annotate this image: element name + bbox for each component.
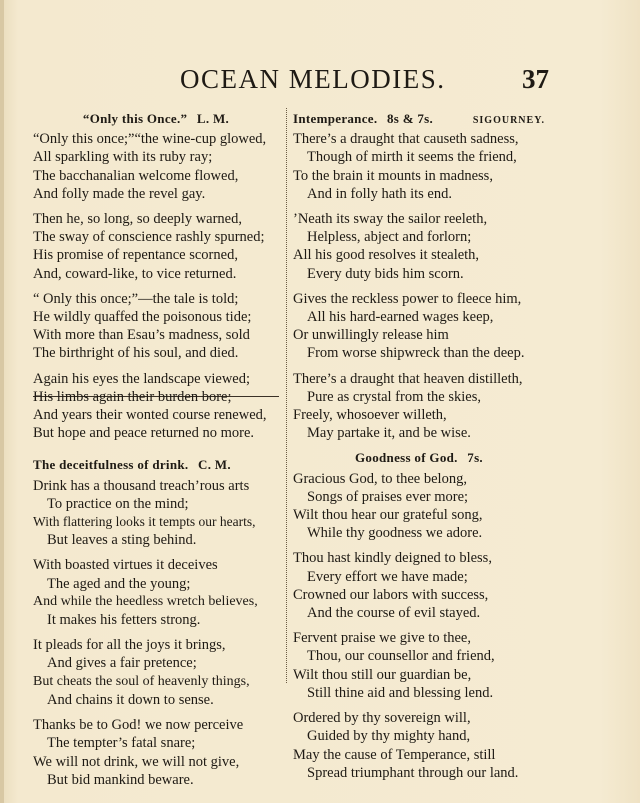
running-title: OCEAN MELODIES. <box>180 64 446 94</box>
stanza <box>293 629 545 702</box>
verse-line: And in folly hath its end. <box>307 185 452 202</box>
verse-line: The aged and the young; <box>47 575 191 592</box>
verse-line: There’s a draught that causeth sadness, <box>293 131 519 148</box>
verse-line: To practice on the mind; <box>47 495 189 512</box>
verse-line: Gives the reckless power to fleece him, <box>293 290 522 307</box>
verse-line: He wildly quaffed the poisonous tide; <box>33 309 252 326</box>
verse-line: All sparkling with its ruby ray; <box>33 149 213 166</box>
column-divider <box>286 108 287 683</box>
verse-line: Freely, whosoever willeth, <box>293 407 447 424</box>
verse-line: Helpless, abject and forlorn; <box>307 229 472 246</box>
verse-line: Spread triumphant through our land. <box>307 764 519 781</box>
hymn-title-text: The deceitfulness of drink. <box>33 457 189 473</box>
stanza <box>293 370 545 443</box>
verse-line: Wilt thou still our guardian be, <box>293 666 472 683</box>
verse-line: Again his eyes the landscape viewed; <box>33 370 251 387</box>
hymn-goodness-of-god <box>293 449 545 781</box>
verse-line: But hope and peace returned no more. <box>33 425 255 442</box>
page-edge <box>0 0 4 803</box>
verse-line: With boasted virtues it deceives <box>33 557 218 574</box>
verse-line: Then he, so long, so deeply warned, <box>33 211 242 228</box>
verse-line: And gives a fair pretence; <box>47 655 197 672</box>
verse-line: There’s a draught that heaven distilleth, <box>293 370 523 387</box>
verse-line: While thy goodness we adore. <box>307 525 483 542</box>
verse-line: Or unwillingly release him <box>293 327 449 344</box>
verse-line: ’Neath its sway the sailor reeleth, <box>293 211 488 228</box>
verse-line: With flattering looks it tempts our hearts, <box>33 514 256 530</box>
verse-line: And, coward-like, to vice returned. <box>33 265 237 282</box>
hymn-author: SIGOURNEY. <box>472 115 545 126</box>
stanza <box>293 549 545 622</box>
hymn-title <box>33 456 279 474</box>
verse-line: Songs of praises ever more; <box>307 488 469 505</box>
verse-line: Every duty bids him scorn. <box>307 265 464 282</box>
verse-line: May partake it, and be wise. <box>307 425 471 442</box>
stanza <box>33 210 279 283</box>
verse-line: Ordered by thy sovereign will, <box>293 710 471 727</box>
verse-line: May the cause of Temperance, still <box>293 746 496 763</box>
stanza <box>293 709 545 782</box>
stanza <box>33 130 279 203</box>
verse-line: The bacchanalian welcome flowed, <box>33 167 239 184</box>
verse-line: His limbs again their burden bore; <box>33 388 232 405</box>
hymn-meter: 8s & 7s. <box>386 111 434 126</box>
verse-line: Thou hast kindly deigned to bless, <box>293 550 492 567</box>
verse-line: And chains it down to sense. <box>47 691 214 708</box>
verse-line: The tempter’s fatal snare; <box>47 735 196 752</box>
verse-line: All his good resolves it stealeth, <box>293 247 480 264</box>
verse-line: Crowned our labors with success, <box>293 586 489 603</box>
verse-line: With more than Esau’s madness, sold <box>33 327 250 344</box>
verse-line: To the brain it mounts in madness, <box>293 167 493 184</box>
hymn-meter: C. M. <box>198 457 231 473</box>
verse-line: The birthright of his soul, and died. <box>33 345 239 362</box>
verse-line: It makes his fetters strong. <box>47 612 201 629</box>
right-column <box>293 110 545 789</box>
stanza <box>33 716 279 789</box>
verse-line: Still thine aid and blessing lend. <box>307 684 494 701</box>
verse-line: From worse shipwreck than the deep. <box>307 345 525 362</box>
verse-line: And years their wonted course renewed, <box>33 407 267 424</box>
stanza <box>293 290 545 363</box>
verse-line: “ Only this once;”—the tale is told; <box>33 290 239 307</box>
stanza <box>33 370 279 443</box>
stanza <box>33 636 279 709</box>
verse-line: But bid mankind beware. <box>47 771 194 788</box>
stanza <box>33 290 279 363</box>
stanza <box>293 470 545 543</box>
hymn-title-text: Intemperance. <box>293 111 378 126</box>
verse-line: Though of mirth it seems the friend, <box>307 149 517 166</box>
verse-line: But leaves a sting behind. <box>47 532 197 549</box>
verse-line: But cheats the soul of heavenly things, <box>33 673 250 689</box>
verse-line: And the course of evil stayed. <box>307 605 481 622</box>
verse-line: “Only this once;”“the wine-cup glowed, <box>33 131 267 148</box>
verse-line: His promise of repentance scorned, <box>33 247 238 264</box>
hymn-meter: L. M. <box>196 111 230 126</box>
verse-line: Wilt thou hear our grateful song, <box>293 507 483 524</box>
verse-line: Fervent praise we give to thee, <box>293 630 471 647</box>
verse-line: Guided by thy mighty hand, <box>307 728 471 745</box>
left-column <box>33 110 279 796</box>
hymn-title <box>293 449 545 467</box>
hymn-title-text: Goodness of God. <box>355 450 458 466</box>
verse-line: And folly made the revel gay. <box>33 185 206 202</box>
verse-line: The sway of conscience rashly spurned; <box>33 229 265 246</box>
hymn-deceitfulness-of-drink <box>33 456 279 788</box>
hymn-title-text: “Only this Once.” <box>82 111 188 126</box>
verse-line: We will not drink, we will not give, <box>33 753 240 770</box>
verse-line: All his hard-earned wages keep, <box>307 309 494 326</box>
stanza <box>293 130 545 203</box>
verse-line: Thanks be to God! we now perceive <box>33 717 244 734</box>
hymn-title <box>293 110 545 128</box>
verse-line: Gracious God, to thee belong, <box>293 470 467 487</box>
hymn-intemperance <box>293 110 545 442</box>
stanza <box>33 556 279 629</box>
verse-line: And while the heedless wretch believes, <box>33 593 258 609</box>
verse-line: Thou, our counsellor and friend, <box>307 648 495 665</box>
page-header <box>0 64 640 104</box>
hymn-meter: 7s. <box>467 450 483 466</box>
stanza <box>293 210 545 283</box>
verse-line: It pleads for all the joys it brings, <box>33 637 226 654</box>
verse-line: Drink has a thousand treach’rous arts <box>33 477 250 494</box>
verse-line: Every effort we have made; <box>307 568 468 585</box>
hymn-title <box>33 110 279 128</box>
page-number: 37 <box>522 64 549 94</box>
stanza <box>33 477 279 550</box>
verse-line: Pure as crystal from the skies, <box>307 388 481 405</box>
hymn-only-this-once <box>33 110 279 442</box>
